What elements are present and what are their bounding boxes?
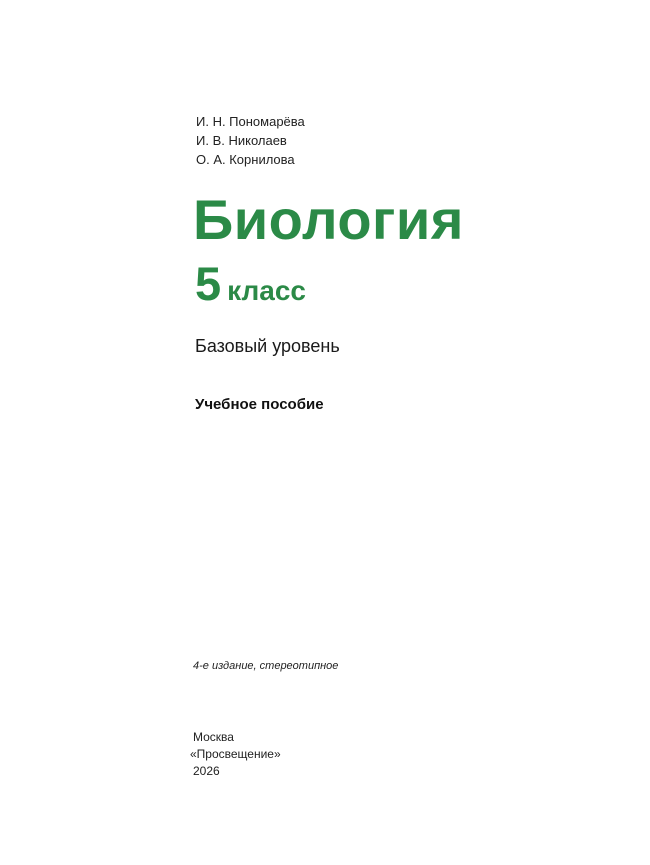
author-2: И. В. Николаев <box>196 133 287 148</box>
grade-word: класс <box>227 275 306 306</box>
author-1: И. Н. Пономарёва <box>196 114 305 129</box>
grade-heading <box>195 254 306 314</box>
imprint-publisher: «Просвещение» <box>190 747 281 761</box>
imprint-year: 2026 <box>193 764 220 778</box>
author-3: О. А. Корнилова <box>196 152 295 167</box>
edition-note: 4-е издание, стереотипное <box>193 660 339 672</box>
authors-list <box>196 112 305 169</box>
level-subtitle: Базовый уровень <box>195 336 340 356</box>
imprint-city: Москва <box>193 730 234 744</box>
book-type-label: Учебное пособие <box>195 396 324 413</box>
imprint-block <box>190 729 281 780</box>
grade-number: 5 <box>195 257 222 310</box>
book-title: Биология <box>193 188 464 251</box>
